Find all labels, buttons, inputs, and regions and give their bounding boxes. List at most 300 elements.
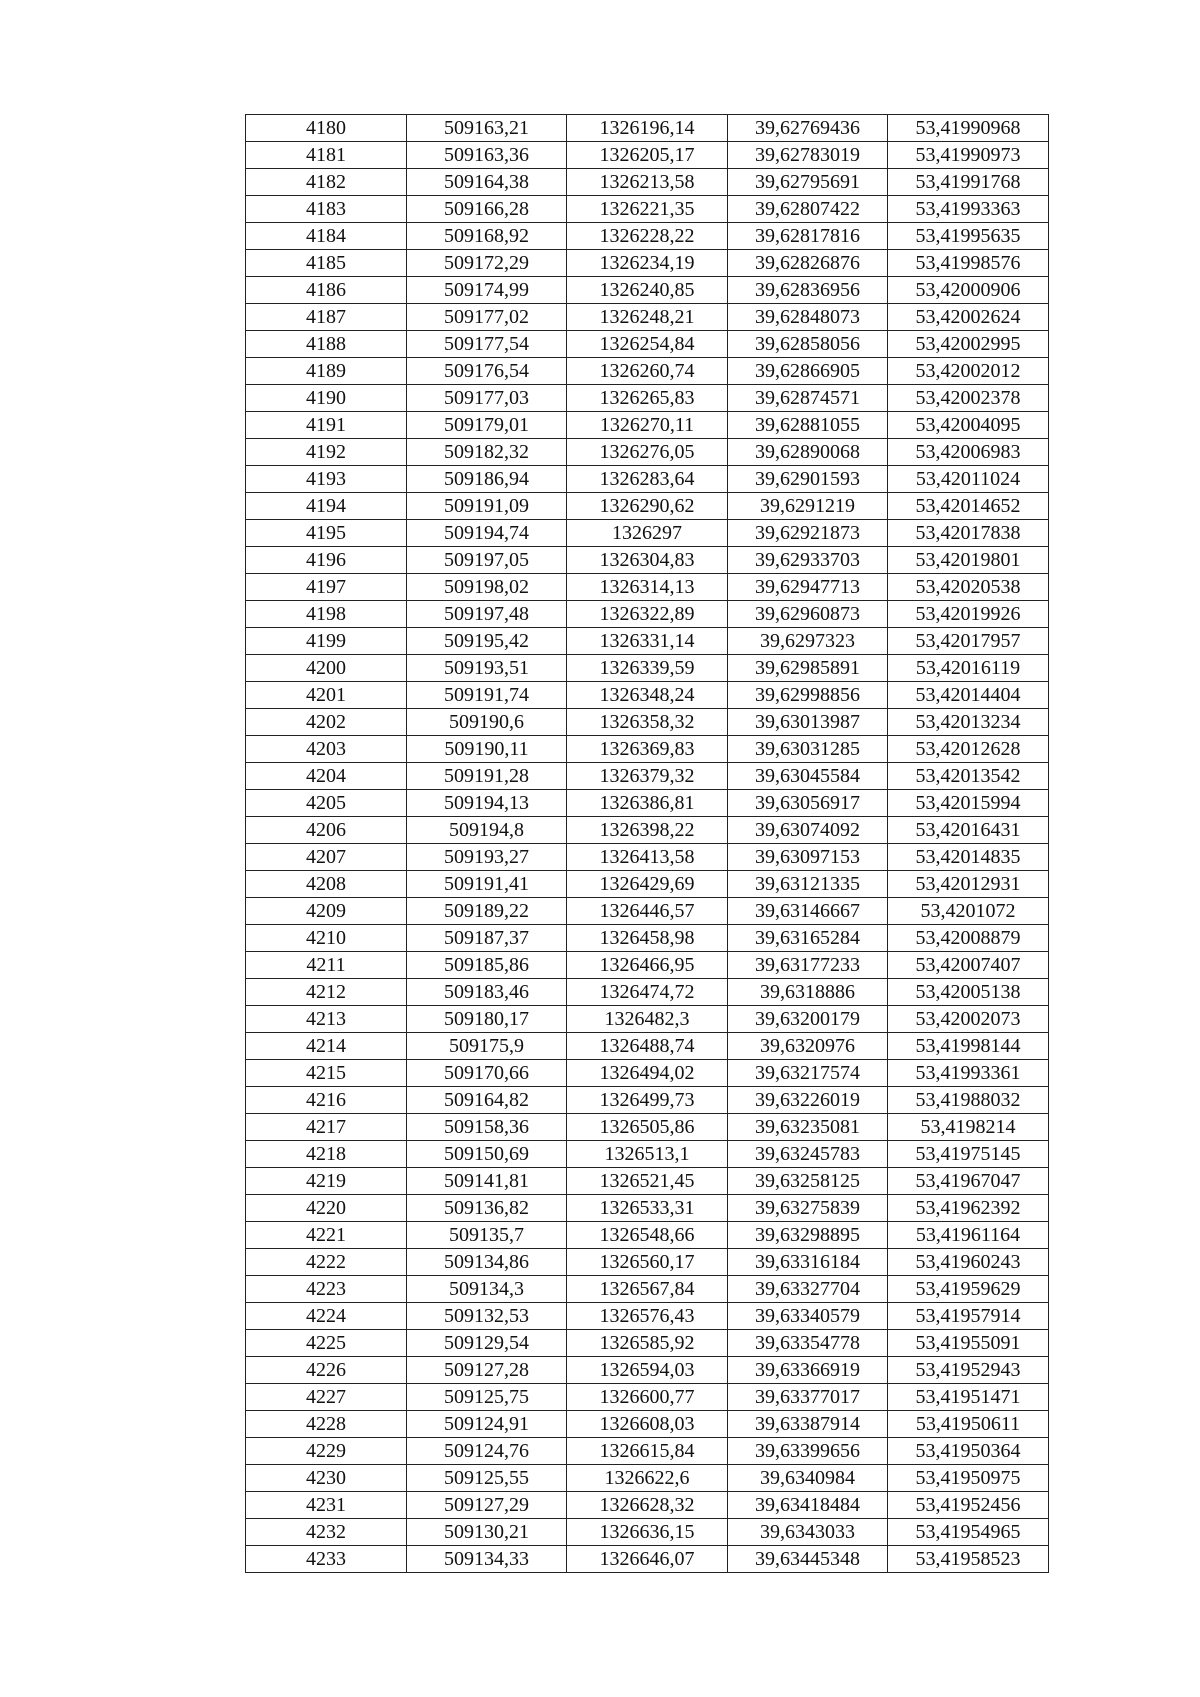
y-coordinate-cell: 1326600,77 bbox=[567, 1384, 728, 1411]
point-number-cell: 4211 bbox=[246, 952, 407, 979]
x-coordinate-cell: 509135,7 bbox=[407, 1222, 567, 1249]
y-coordinate-cell: 1326413,58 bbox=[567, 844, 728, 871]
longitude-cell: 39,62881055 bbox=[728, 412, 888, 439]
point-number-cell: 4217 bbox=[246, 1114, 407, 1141]
latitude-cell: 53,42008879 bbox=[888, 925, 1049, 952]
point-number-cell: 4198 bbox=[246, 601, 407, 628]
y-coordinate-cell: 1326270,11 bbox=[567, 412, 728, 439]
y-coordinate-cell: 1326304,83 bbox=[567, 547, 728, 574]
x-coordinate-cell: 509168,92 bbox=[407, 223, 567, 250]
point-number-cell: 4208 bbox=[246, 871, 407, 898]
longitude-cell: 39,63445348 bbox=[728, 1546, 888, 1573]
latitude-cell: 53,41998144 bbox=[888, 1033, 1049, 1060]
point-number-cell: 4182 bbox=[246, 169, 407, 196]
longitude-cell: 39,6297323 bbox=[728, 628, 888, 655]
x-coordinate-cell: 509191,09 bbox=[407, 493, 567, 520]
table-row bbox=[246, 1546, 1049, 1573]
longitude-cell: 39,63146667 bbox=[728, 898, 888, 925]
x-coordinate-cell: 509129,54 bbox=[407, 1330, 567, 1357]
longitude-cell: 39,63097153 bbox=[728, 844, 888, 871]
y-coordinate-cell: 1326297 bbox=[567, 520, 728, 547]
y-coordinate-cell: 1326488,74 bbox=[567, 1033, 728, 1060]
longitude-cell: 39,63418484 bbox=[728, 1492, 888, 1519]
latitude-cell: 53,4198214 bbox=[888, 1114, 1049, 1141]
table-row bbox=[246, 1060, 1049, 1087]
latitude-cell: 53,42014835 bbox=[888, 844, 1049, 871]
x-coordinate-cell: 509190,6 bbox=[407, 709, 567, 736]
table-row bbox=[246, 1465, 1049, 1492]
point-number-cell: 4226 bbox=[246, 1357, 407, 1384]
longitude-cell: 39,6340984 bbox=[728, 1465, 888, 1492]
y-coordinate-cell: 1326234,19 bbox=[567, 250, 728, 277]
point-number-cell: 4231 bbox=[246, 1492, 407, 1519]
point-number-cell: 4209 bbox=[246, 898, 407, 925]
latitude-cell: 53,42002012 bbox=[888, 358, 1049, 385]
table-row bbox=[246, 601, 1049, 628]
point-number-cell: 4180 bbox=[246, 115, 407, 142]
point-number-cell: 4184 bbox=[246, 223, 407, 250]
longitude-cell: 39,63298895 bbox=[728, 1222, 888, 1249]
x-coordinate-cell: 509130,21 bbox=[407, 1519, 567, 1546]
table-row bbox=[246, 196, 1049, 223]
point-number-cell: 4212 bbox=[246, 979, 407, 1006]
table-row bbox=[246, 331, 1049, 358]
x-coordinate-cell: 509190,11 bbox=[407, 736, 567, 763]
point-number-cell: 4207 bbox=[246, 844, 407, 871]
y-coordinate-cell: 1326458,98 bbox=[567, 925, 728, 952]
table-row bbox=[246, 628, 1049, 655]
latitude-cell: 53,41957914 bbox=[888, 1303, 1049, 1330]
x-coordinate-cell: 509198,02 bbox=[407, 574, 567, 601]
latitude-cell: 53,42019801 bbox=[888, 547, 1049, 574]
x-coordinate-cell: 509127,28 bbox=[407, 1357, 567, 1384]
y-coordinate-cell: 1326560,17 bbox=[567, 1249, 728, 1276]
y-coordinate-cell: 1326348,24 bbox=[567, 682, 728, 709]
x-coordinate-cell: 509150,69 bbox=[407, 1141, 567, 1168]
latitude-cell: 53,42002995 bbox=[888, 331, 1049, 358]
longitude-cell: 39,63031285 bbox=[728, 736, 888, 763]
longitude-cell: 39,62795691 bbox=[728, 169, 888, 196]
latitude-cell: 53,41962392 bbox=[888, 1195, 1049, 1222]
table-row bbox=[246, 1384, 1049, 1411]
longitude-cell: 39,63366919 bbox=[728, 1357, 888, 1384]
point-number-cell: 4232 bbox=[246, 1519, 407, 1546]
longitude-cell: 39,62890068 bbox=[728, 439, 888, 466]
table-row bbox=[246, 1033, 1049, 1060]
latitude-cell: 53,42002624 bbox=[888, 304, 1049, 331]
y-coordinate-cell: 1326213,58 bbox=[567, 169, 728, 196]
longitude-cell: 39,63056917 bbox=[728, 790, 888, 817]
x-coordinate-cell: 509191,74 bbox=[407, 682, 567, 709]
latitude-cell: 53,42002073 bbox=[888, 1006, 1049, 1033]
longitude-cell: 39,62783019 bbox=[728, 142, 888, 169]
y-coordinate-cell: 1326254,84 bbox=[567, 331, 728, 358]
x-coordinate-cell: 509193,51 bbox=[407, 655, 567, 682]
coordinates-table bbox=[245, 114, 1049, 1573]
y-coordinate-cell: 1326228,22 bbox=[567, 223, 728, 250]
point-number-cell: 4205 bbox=[246, 790, 407, 817]
latitude-cell: 53,41950364 bbox=[888, 1438, 1049, 1465]
latitude-cell: 53,42004095 bbox=[888, 412, 1049, 439]
longitude-cell: 39,62960873 bbox=[728, 601, 888, 628]
longitude-cell: 39,63340579 bbox=[728, 1303, 888, 1330]
x-coordinate-cell: 509164,82 bbox=[407, 1087, 567, 1114]
y-coordinate-cell: 1326548,66 bbox=[567, 1222, 728, 1249]
y-coordinate-cell: 1326314,13 bbox=[567, 574, 728, 601]
y-coordinate-cell: 1326521,45 bbox=[567, 1168, 728, 1195]
x-coordinate-cell: 509141,81 bbox=[407, 1168, 567, 1195]
x-coordinate-cell: 509136,82 bbox=[407, 1195, 567, 1222]
point-number-cell: 4222 bbox=[246, 1249, 407, 1276]
y-coordinate-cell: 1326494,02 bbox=[567, 1060, 728, 1087]
y-coordinate-cell: 1326505,86 bbox=[567, 1114, 728, 1141]
x-coordinate-cell: 509180,17 bbox=[407, 1006, 567, 1033]
x-coordinate-cell: 509134,86 bbox=[407, 1249, 567, 1276]
table-row bbox=[246, 142, 1049, 169]
longitude-cell: 39,62998856 bbox=[728, 682, 888, 709]
longitude-cell: 39,62901593 bbox=[728, 466, 888, 493]
y-coordinate-cell: 1326594,03 bbox=[567, 1357, 728, 1384]
latitude-cell: 53,41955091 bbox=[888, 1330, 1049, 1357]
longitude-cell: 39,62947713 bbox=[728, 574, 888, 601]
x-coordinate-cell: 509193,27 bbox=[407, 844, 567, 871]
point-number-cell: 4196 bbox=[246, 547, 407, 574]
point-number-cell: 4197 bbox=[246, 574, 407, 601]
point-number-cell: 4229 bbox=[246, 1438, 407, 1465]
point-number-cell: 4191 bbox=[246, 412, 407, 439]
x-coordinate-cell: 509176,54 bbox=[407, 358, 567, 385]
longitude-cell: 39,62807422 bbox=[728, 196, 888, 223]
table-row bbox=[246, 1411, 1049, 1438]
latitude-cell: 53,42016431 bbox=[888, 817, 1049, 844]
point-number-cell: 4210 bbox=[246, 925, 407, 952]
latitude-cell: 53,42002378 bbox=[888, 385, 1049, 412]
table-row bbox=[246, 1330, 1049, 1357]
table-row bbox=[246, 547, 1049, 574]
point-number-cell: 4230 bbox=[246, 1465, 407, 1492]
latitude-cell: 53,42011024 bbox=[888, 466, 1049, 493]
y-coordinate-cell: 1326339,59 bbox=[567, 655, 728, 682]
point-number-cell: 4227 bbox=[246, 1384, 407, 1411]
y-coordinate-cell: 1326576,43 bbox=[567, 1303, 728, 1330]
x-coordinate-cell: 509172,29 bbox=[407, 250, 567, 277]
table-row bbox=[246, 439, 1049, 466]
latitude-cell: 53,41951471 bbox=[888, 1384, 1049, 1411]
table-row bbox=[246, 1276, 1049, 1303]
latitude-cell: 53,41950611 bbox=[888, 1411, 1049, 1438]
latitude-cell: 53,42019926 bbox=[888, 601, 1049, 628]
x-coordinate-cell: 509164,38 bbox=[407, 169, 567, 196]
longitude-cell: 39,62769436 bbox=[728, 115, 888, 142]
table-row bbox=[246, 844, 1049, 871]
point-number-cell: 4188 bbox=[246, 331, 407, 358]
table-row bbox=[246, 682, 1049, 709]
y-coordinate-cell: 1326379,32 bbox=[567, 763, 728, 790]
table-row bbox=[246, 1303, 1049, 1330]
longitude-cell: 39,63177233 bbox=[728, 952, 888, 979]
longitude-cell: 39,6318886 bbox=[728, 979, 888, 1006]
latitude-cell: 53,41991768 bbox=[888, 169, 1049, 196]
latitude-cell: 53,4201072 bbox=[888, 898, 1049, 925]
longitude-cell: 39,63226019 bbox=[728, 1087, 888, 1114]
point-number-cell: 4186 bbox=[246, 277, 407, 304]
point-number-cell: 4185 bbox=[246, 250, 407, 277]
latitude-cell: 53,42015994 bbox=[888, 790, 1049, 817]
table-row bbox=[246, 736, 1049, 763]
point-number-cell: 4202 bbox=[246, 709, 407, 736]
latitude-cell: 53,42014404 bbox=[888, 682, 1049, 709]
x-coordinate-cell: 509185,86 bbox=[407, 952, 567, 979]
longitude-cell: 39,62874571 bbox=[728, 385, 888, 412]
x-coordinate-cell: 509183,46 bbox=[407, 979, 567, 1006]
table-row bbox=[246, 169, 1049, 196]
longitude-cell: 39,62921873 bbox=[728, 520, 888, 547]
y-coordinate-cell: 1326446,57 bbox=[567, 898, 728, 925]
latitude-cell: 53,41988032 bbox=[888, 1087, 1049, 1114]
latitude-cell: 53,42012931 bbox=[888, 871, 1049, 898]
table-row bbox=[246, 952, 1049, 979]
y-coordinate-cell: 1326474,72 bbox=[567, 979, 728, 1006]
longitude-cell: 39,63235081 bbox=[728, 1114, 888, 1141]
latitude-cell: 53,42005138 bbox=[888, 979, 1049, 1006]
table-row bbox=[246, 574, 1049, 601]
point-number-cell: 4220 bbox=[246, 1195, 407, 1222]
table-row bbox=[246, 1087, 1049, 1114]
point-number-cell: 4228 bbox=[246, 1411, 407, 1438]
y-coordinate-cell: 1326513,1 bbox=[567, 1141, 728, 1168]
point-number-cell: 4219 bbox=[246, 1168, 407, 1195]
y-coordinate-cell: 1326205,17 bbox=[567, 142, 728, 169]
longitude-cell: 39,63165284 bbox=[728, 925, 888, 952]
x-coordinate-cell: 509127,29 bbox=[407, 1492, 567, 1519]
latitude-cell: 53,42017957 bbox=[888, 628, 1049, 655]
latitude-cell: 53,42007407 bbox=[888, 952, 1049, 979]
longitude-cell: 39,63327704 bbox=[728, 1276, 888, 1303]
x-coordinate-cell: 509163,36 bbox=[407, 142, 567, 169]
x-coordinate-cell: 509194,13 bbox=[407, 790, 567, 817]
table-row bbox=[246, 709, 1049, 736]
point-number-cell: 4195 bbox=[246, 520, 407, 547]
latitude-cell: 53,42006983 bbox=[888, 439, 1049, 466]
x-coordinate-cell: 509186,94 bbox=[407, 466, 567, 493]
latitude-cell: 53,41998576 bbox=[888, 250, 1049, 277]
longitude-cell: 39,6291219 bbox=[728, 493, 888, 520]
latitude-cell: 53,41958523 bbox=[888, 1546, 1049, 1573]
table-row bbox=[246, 1195, 1049, 1222]
table-row bbox=[246, 520, 1049, 547]
x-coordinate-cell: 509132,53 bbox=[407, 1303, 567, 1330]
y-coordinate-cell: 1326358,32 bbox=[567, 709, 728, 736]
x-coordinate-cell: 509189,22 bbox=[407, 898, 567, 925]
latitude-cell: 53,42017838 bbox=[888, 520, 1049, 547]
longitude-cell: 39,63275839 bbox=[728, 1195, 888, 1222]
longitude-cell: 39,62826876 bbox=[728, 250, 888, 277]
x-coordinate-cell: 509158,36 bbox=[407, 1114, 567, 1141]
latitude-cell: 53,41960243 bbox=[888, 1249, 1049, 1276]
x-coordinate-cell: 509197,48 bbox=[407, 601, 567, 628]
x-coordinate-cell: 509194,74 bbox=[407, 520, 567, 547]
table-row bbox=[246, 1249, 1049, 1276]
y-coordinate-cell: 1326608,03 bbox=[567, 1411, 728, 1438]
y-coordinate-cell: 1326265,83 bbox=[567, 385, 728, 412]
y-coordinate-cell: 1326240,85 bbox=[567, 277, 728, 304]
x-coordinate-cell: 509197,05 bbox=[407, 547, 567, 574]
point-number-cell: 4183 bbox=[246, 196, 407, 223]
latitude-cell: 53,41952456 bbox=[888, 1492, 1049, 1519]
point-number-cell: 4206 bbox=[246, 817, 407, 844]
point-number-cell: 4224 bbox=[246, 1303, 407, 1330]
y-coordinate-cell: 1326585,92 bbox=[567, 1330, 728, 1357]
longitude-cell: 39,63200179 bbox=[728, 1006, 888, 1033]
latitude-cell: 53,41993363 bbox=[888, 196, 1049, 223]
y-coordinate-cell: 1326466,95 bbox=[567, 952, 728, 979]
longitude-cell: 39,62848073 bbox=[728, 304, 888, 331]
table-row bbox=[246, 277, 1049, 304]
x-coordinate-cell: 509125,55 bbox=[407, 1465, 567, 1492]
y-coordinate-cell: 1326248,21 bbox=[567, 304, 728, 331]
x-coordinate-cell: 509191,41 bbox=[407, 871, 567, 898]
table-row bbox=[246, 115, 1049, 142]
point-number-cell: 4201 bbox=[246, 682, 407, 709]
x-coordinate-cell: 509177,54 bbox=[407, 331, 567, 358]
table-row bbox=[246, 223, 1049, 250]
point-number-cell: 4193 bbox=[246, 466, 407, 493]
y-coordinate-cell: 1326567,84 bbox=[567, 1276, 728, 1303]
table-row bbox=[246, 1222, 1049, 1249]
x-coordinate-cell: 509170,66 bbox=[407, 1060, 567, 1087]
table-row bbox=[246, 1141, 1049, 1168]
point-number-cell: 4200 bbox=[246, 655, 407, 682]
latitude-cell: 53,42013234 bbox=[888, 709, 1049, 736]
x-coordinate-cell: 509166,28 bbox=[407, 196, 567, 223]
latitude-cell: 53,41961164 bbox=[888, 1222, 1049, 1249]
longitude-cell: 39,63377017 bbox=[728, 1384, 888, 1411]
y-coordinate-cell: 1326369,83 bbox=[567, 736, 728, 763]
latitude-cell: 53,41967047 bbox=[888, 1168, 1049, 1195]
point-number-cell: 4215 bbox=[246, 1060, 407, 1087]
table-row bbox=[246, 466, 1049, 493]
x-coordinate-cell: 509182,32 bbox=[407, 439, 567, 466]
longitude-cell: 39,63013987 bbox=[728, 709, 888, 736]
x-coordinate-cell: 509194,8 bbox=[407, 817, 567, 844]
latitude-cell: 53,41950975 bbox=[888, 1465, 1049, 1492]
x-coordinate-cell: 509124,76 bbox=[407, 1438, 567, 1465]
x-coordinate-cell: 509174,99 bbox=[407, 277, 567, 304]
longitude-cell: 39,63316184 bbox=[728, 1249, 888, 1276]
y-coordinate-cell: 1326260,74 bbox=[567, 358, 728, 385]
point-number-cell: 4233 bbox=[246, 1546, 407, 1573]
longitude-cell: 39,62933703 bbox=[728, 547, 888, 574]
point-number-cell: 4223 bbox=[246, 1276, 407, 1303]
table-row bbox=[246, 385, 1049, 412]
x-coordinate-cell: 509187,37 bbox=[407, 925, 567, 952]
table-row bbox=[246, 358, 1049, 385]
table-row bbox=[246, 1168, 1049, 1195]
y-coordinate-cell: 1326646,07 bbox=[567, 1546, 728, 1573]
point-number-cell: 4190 bbox=[246, 385, 407, 412]
longitude-cell: 39,63399656 bbox=[728, 1438, 888, 1465]
y-coordinate-cell: 1326386,81 bbox=[567, 790, 728, 817]
x-coordinate-cell: 509191,28 bbox=[407, 763, 567, 790]
table-row bbox=[246, 871, 1049, 898]
table-row bbox=[246, 1114, 1049, 1141]
y-coordinate-cell: 1326196,14 bbox=[567, 115, 728, 142]
longitude-cell: 39,62836956 bbox=[728, 277, 888, 304]
latitude-cell: 53,42013542 bbox=[888, 763, 1049, 790]
table-row bbox=[246, 790, 1049, 817]
table-row bbox=[246, 655, 1049, 682]
x-coordinate-cell: 509124,91 bbox=[407, 1411, 567, 1438]
x-coordinate-cell: 509195,42 bbox=[407, 628, 567, 655]
table-row bbox=[246, 1519, 1049, 1546]
point-number-cell: 4221 bbox=[246, 1222, 407, 1249]
longitude-cell: 39,62858056 bbox=[728, 331, 888, 358]
table-row bbox=[246, 304, 1049, 331]
table-row bbox=[246, 250, 1049, 277]
table-row bbox=[246, 1438, 1049, 1465]
table-row bbox=[246, 925, 1049, 952]
x-coordinate-cell: 509134,3 bbox=[407, 1276, 567, 1303]
y-coordinate-cell: 1326221,35 bbox=[567, 196, 728, 223]
latitude-cell: 53,41995635 bbox=[888, 223, 1049, 250]
point-number-cell: 4213 bbox=[246, 1006, 407, 1033]
y-coordinate-cell: 1326628,32 bbox=[567, 1492, 728, 1519]
x-coordinate-cell: 509177,02 bbox=[407, 304, 567, 331]
latitude-cell: 53,41990968 bbox=[888, 115, 1049, 142]
longitude-cell: 39,63045584 bbox=[728, 763, 888, 790]
latitude-cell: 53,41990973 bbox=[888, 142, 1049, 169]
x-coordinate-cell: 509163,21 bbox=[407, 115, 567, 142]
point-number-cell: 4214 bbox=[246, 1033, 407, 1060]
latitude-cell: 53,42020538 bbox=[888, 574, 1049, 601]
longitude-cell: 39,63217574 bbox=[728, 1060, 888, 1087]
table-row bbox=[246, 1492, 1049, 1519]
longitude-cell: 39,6343033 bbox=[728, 1519, 888, 1546]
y-coordinate-cell: 1326398,22 bbox=[567, 817, 728, 844]
point-number-cell: 4225 bbox=[246, 1330, 407, 1357]
longitude-cell: 39,63354778 bbox=[728, 1330, 888, 1357]
latitude-cell: 53,41954965 bbox=[888, 1519, 1049, 1546]
longitude-cell: 39,62985891 bbox=[728, 655, 888, 682]
latitude-cell: 53,42000906 bbox=[888, 277, 1049, 304]
latitude-cell: 53,41952943 bbox=[888, 1357, 1049, 1384]
x-coordinate-cell: 509175,9 bbox=[407, 1033, 567, 1060]
point-number-cell: 4204 bbox=[246, 763, 407, 790]
coordinates-table-body bbox=[246, 115, 1049, 1573]
y-coordinate-cell: 1326283,64 bbox=[567, 466, 728, 493]
y-coordinate-cell: 1326636,15 bbox=[567, 1519, 728, 1546]
y-coordinate-cell: 1326499,73 bbox=[567, 1087, 728, 1114]
latitude-cell: 53,41975145 bbox=[888, 1141, 1049, 1168]
latitude-cell: 53,42014652 bbox=[888, 493, 1049, 520]
longitude-cell: 39,63121335 bbox=[728, 871, 888, 898]
table-row bbox=[246, 493, 1049, 520]
y-coordinate-cell: 1326322,89 bbox=[567, 601, 728, 628]
point-number-cell: 4216 bbox=[246, 1087, 407, 1114]
longitude-cell: 39,62866905 bbox=[728, 358, 888, 385]
y-coordinate-cell: 1326429,69 bbox=[567, 871, 728, 898]
longitude-cell: 39,63258125 bbox=[728, 1168, 888, 1195]
point-number-cell: 4192 bbox=[246, 439, 407, 466]
latitude-cell: 53,41993361 bbox=[888, 1060, 1049, 1087]
table-row bbox=[246, 1006, 1049, 1033]
x-coordinate-cell: 509125,75 bbox=[407, 1384, 567, 1411]
point-number-cell: 4203 bbox=[246, 736, 407, 763]
table-row bbox=[246, 979, 1049, 1006]
point-number-cell: 4194 bbox=[246, 493, 407, 520]
longitude-cell: 39,62817816 bbox=[728, 223, 888, 250]
table-row bbox=[246, 412, 1049, 439]
